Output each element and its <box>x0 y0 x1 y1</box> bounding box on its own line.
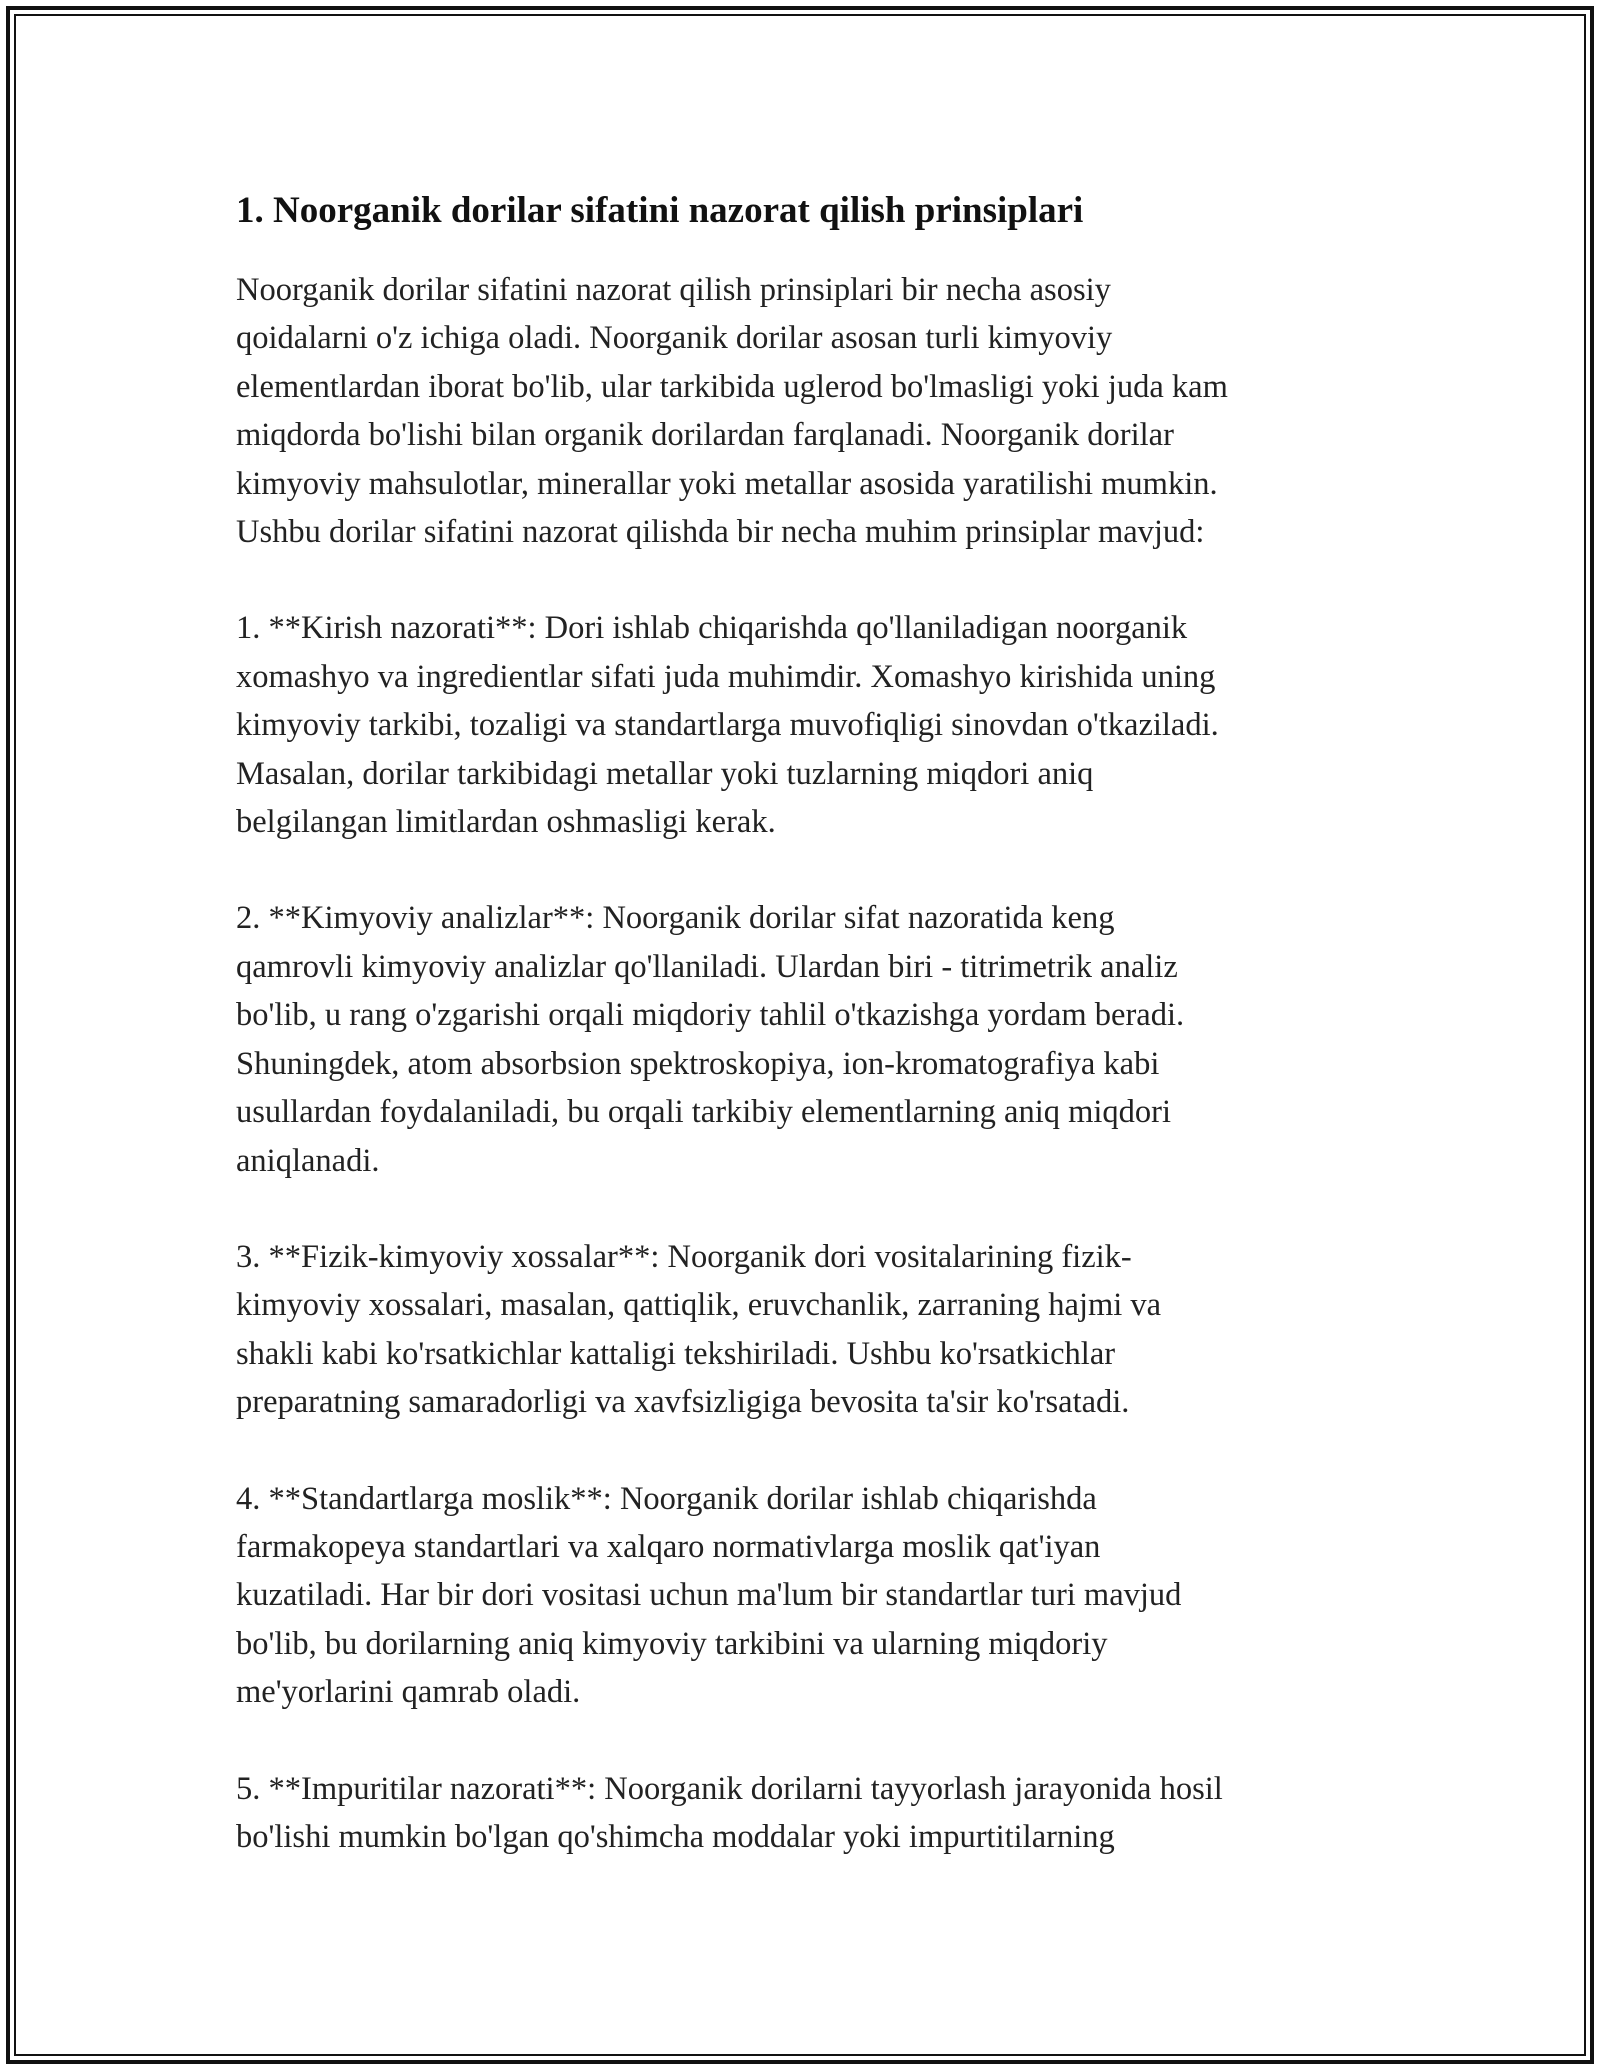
text-line: bo'lib, bu dorilarning aniq kimyoviy tarkibini va ularning miqdoriy <box>236 1625 1108 1662</box>
paragraph <box>236 894 1366 1184</box>
text-line: me'yorlarini qamrab oladi. <box>236 1674 581 1711</box>
text-line: kuzatiladi. Har bir dori vositasi uchun ma'lum bir standartlar turi mavjud <box>236 1577 1182 1614</box>
text-line: aniqlanadi. <box>236 1142 380 1179</box>
text-line: belgilangan limitlardan oshmasligi kerak. <box>236 804 776 841</box>
text-line: preparatning samaradorligi va xavfsizligiga bevosita ta'sir ko'rsatadi. <box>236 1384 1130 1421</box>
text-line: 4. **Standartlarga moslik**: Noorganik dorilar ishlab chiqarishda <box>236 1480 1097 1517</box>
paragraph <box>236 604 1366 846</box>
text-line: miqdorda bo'lishi bilan organik dorilardan farqlanadi. Noorganik dorilar <box>236 417 1174 454</box>
paragraph-list <box>236 266 1366 1861</box>
text-line: qoidalarni o'z ichiga oladi. Noorganik dorilar asosan turli kimyoviy <box>236 320 1113 357</box>
text-line: kimyoviy xossalari, masalan, qattiqlik, eruvchanlik, zarraning hajmi va <box>236 1287 1162 1324</box>
paragraph <box>236 1233 1366 1427</box>
text-line: 2. **Kimyoviy analizlar**: Noorganik dorilar sifat nazoratida keng <box>236 900 1115 937</box>
text-line: 5. **Impuritilar nazorati**: Noorganik dorilarni tayyorlash jarayonida hosil <box>236 1770 1223 1807</box>
paragraph <box>236 1475 1366 1717</box>
document-body <box>236 186 1366 1909</box>
text-line: kimyoviy mahsulotlar, minerallar yoki metallar asosida yaratilishi mumkin. <box>236 465 1218 502</box>
text-line: Masalan, dorilar tarkibidagi metallar yoki tuzlarning miqdori aniq <box>236 755 1094 792</box>
text-line: 3. **Fizik-kimyoviy xossalar**: Noorganik dori vositalarining fizik- <box>236 1238 1132 1275</box>
text-line: bo'lib, u rang o'zgarishi orqali miqdoriy tahlil o'tkazishga yordam beradi. <box>236 997 1185 1034</box>
text-line: kimyoviy tarkibi, tozaligi va standartlarga muvofiqligi sinovdan o'tkaziladi. <box>236 707 1219 744</box>
text-line: Shuningdek, atom absorbsion spektroskopiya, ion-kromatografiya kabi <box>236 1045 1160 1082</box>
paragraph <box>236 266 1366 556</box>
text-line: qamrovli kimyoviy analizlar qo'llaniladi. Ulardan biri - titrimetrik analiz <box>236 948 1178 985</box>
text-line: 1. **Kirish nazorati**: Dori ishlab chiqarishda qo'llaniladigan noorganik <box>236 610 1188 647</box>
text-line: elementlardan iborat bo'lib, ular tarkibida uglerod bo'lmasligi yoki juda kam <box>236 368 1228 405</box>
text-line: shakli kabi ko'rsatkichlar kattaligi tekshiriladi. Ushbu ko'rsatkichlar <box>236 1335 1116 1372</box>
document-title: 1. Noorganik dorilar sifatini nazorat qilish prinsiplari <box>236 190 1084 231</box>
text-line: Noorganik dorilar sifatini nazorat qilish prinsiplari bir necha asosiy <box>236 272 1111 308</box>
text-line: bo'lishi mumkin bo'lgan qo'shimcha moddalar yoki impurtitilarning <box>236 1818 1115 1855</box>
text-line: Ushbu dorilar sifatini nazorat qilishda bir necha muhim prinsiplar mavjud: <box>236 514 1205 551</box>
text-line: xomashyo va ingredientlar sifati juda muhimdir. Xomashyo kirishida uning <box>236 658 1216 695</box>
paragraph <box>236 1765 1366 1862</box>
text-line: usullardan foydalaniladi, bu orqali tarkibiy elementlarning aniq miqdori <box>236 1094 1172 1131</box>
text-line: farmakopeya standartlari va xalqaro normativlarga moslik qat'iyan <box>236 1528 1101 1565</box>
